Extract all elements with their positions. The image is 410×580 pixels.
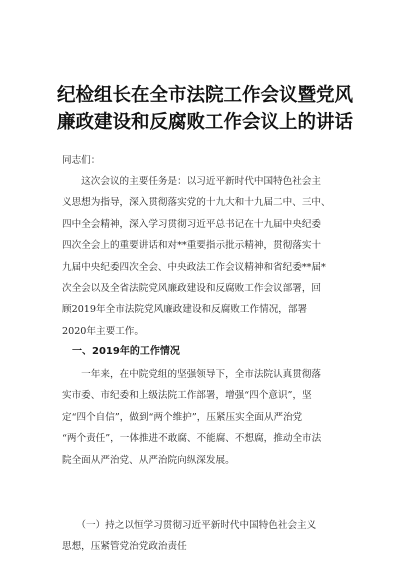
paragraph-line: 实市委、市纪委和上级法院工作部署，增强“四个意识”，坚 — [62, 390, 312, 402]
paragraph-line: 定“四个自信”，做到“两个维护”，压紧压实全面从严治党 — [62, 411, 303, 423]
paragraph-work-summary — [62, 364, 364, 471]
paragraph-line: 九届中央纪委四次全会、中央政法工作会议精神和省纪委**届* — [62, 261, 326, 273]
paragraph-line: 四次全会上的重要讲话和对**重要指示批示精神，贯彻落实十 — [62, 240, 322, 252]
paragraph-line: （一）持之以恒学习贯彻习近平新时代中国特色社会主义 — [62, 520, 317, 531]
paragraph-line: 顾2019年全市法院党风廉政建设和反腐败工作情况，部署 — [62, 304, 308, 316]
paragraph-intro — [62, 171, 364, 342]
title-line-1: 纪检组长在全市法院工作会议暨党风 — [56, 85, 353, 106]
paragraph-line: 义思想为指导，深入贯彻落实党的十九大和十九届二中、三中、 — [62, 197, 331, 209]
section-heading: 一、2019年的工作情况 — [62, 346, 180, 357]
paragraph-line: 院全面从严治党、从严治院向纵深发展。 — [62, 454, 235, 466]
greeting — [62, 150, 364, 171]
paragraph-line: 四中全会精神，深入学习贯彻习近平总书记在十九届中央纪委 — [62, 218, 322, 230]
paragraph-line: 次全会以及全省法院党风廉政建设和反腐败工作会议部署，回 — [62, 282, 322, 294]
paragraph-line: 一年来，在中院党组的坚强领导下，全市法院认真贯彻落 — [62, 369, 322, 380]
greeting-text: 同志们： — [62, 155, 101, 166]
document-title — [44, 82, 366, 136]
paragraph-line: 2020年主要工作。 — [62, 325, 144, 337]
paragraph-line: 思想，压紧管党治党政治责任 — [62, 541, 187, 553]
paragraph-subsection-1 — [62, 515, 364, 558]
title-line-2: 廉政建设和反腐败工作会议上的讲话 — [56, 112, 353, 133]
paragraph-line: “两个责任”，一体推进不敢腐、不能腐、不想腐，推动全市法 — [62, 433, 322, 445]
paragraph-line: 这次会议的主要任务是：以习近平新时代中国特色社会主 — [62, 176, 322, 187]
